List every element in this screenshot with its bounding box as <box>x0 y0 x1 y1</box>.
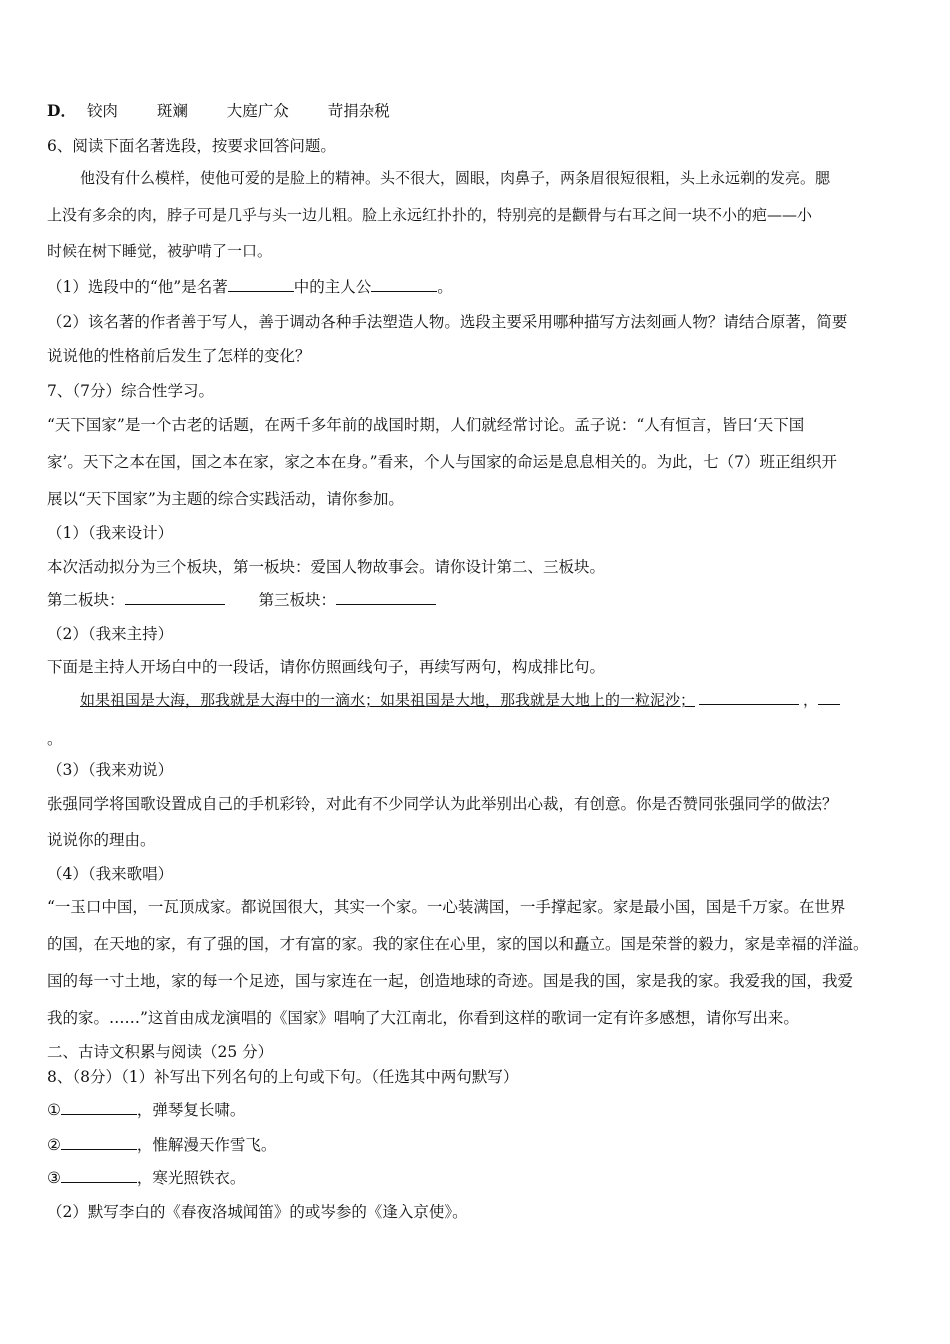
option-d-label: D． <box>47 101 76 120</box>
block2-label: 第二板块： <box>47 591 125 609</box>
q7-part4-line: 国的每一寸土地，家的每一个足迹，国与家连在一起，创造地球的奇迹。国是我的国，家是我的家。我爱我的国，我爱 <box>47 972 854 990</box>
parallel-blank-2[interactable] <box>818 690 840 705</box>
q6-passage-line: 时候在树下睡觉，被驴啃了一口。 <box>47 242 273 260</box>
q8-item-num: ① <box>47 1101 61 1119</box>
option-d-item: 斑斓 <box>156 102 188 120</box>
q6-heading: 6、阅读下面名著选段，按要求回答问题。 <box>47 137 336 155</box>
q7-heading: 7、（7分）综合性学习。 <box>47 382 214 400</box>
block3-blank[interactable] <box>336 590 436 605</box>
q7-part2-text: 下面是主持人开场白中的一段话，请你仿照画线句子，再续写两句，构成排比句。 <box>47 658 606 676</box>
q7-intro-line: 展以“天下国家”为主题的综合实践活动，请你参加。 <box>47 490 404 508</box>
q7-part3-title: （3）（我来劝说） <box>47 761 174 779</box>
comma: ， <box>803 691 819 709</box>
q6-sub2-line: 说说他的性格前后发生了怎样的变化？ <box>47 347 311 365</box>
q7-part1-title: （1）（我来设计） <box>47 524 174 542</box>
q7-part3-line: 说说你的理由。 <box>47 831 156 849</box>
q8-item-text: ，惟解漫天作雪飞。 <box>136 1136 277 1154</box>
q8-item-text: ，寒光照铁衣。 <box>136 1169 246 1187</box>
q7-part1-blocks <box>47 590 436 610</box>
q7-part4-title: （4）（我来歌唱） <box>47 865 174 883</box>
q6-book-blank[interactable] <box>228 277 294 292</box>
q6-sub1-text-c: 。 <box>437 278 453 296</box>
q8-item-num: ③ <box>47 1169 61 1187</box>
q8-item-blank[interactable] <box>61 1135 137 1150</box>
q7-part3-line: 张强同学将国歌设置成自己的手机彩铃，对此有不少同学认为此举别出心裁，有创意。你是否赞同张强同学的做法？ <box>47 795 838 813</box>
q7-part4-line: 的国，在天地的家，有了强的国，才有富的家。我的家住在心里，家的国以和矗立。国是荣誉的毅力，家是幸福的洋溢。 <box>47 935 869 953</box>
block2-blank[interactable] <box>125 590 225 605</box>
parallel-blank-1[interactable] <box>699 690 799 705</box>
q8-item-blank[interactable] <box>61 1100 137 1115</box>
q8-sub2: （2）默写李白的《春夜洛城闻笛》的或岑参的《逢入京使》。 <box>47 1203 468 1221</box>
q6-passage-line: 上没有多余的肉，脖子可是几乎与头一边儿粗。脸上永远红扑扑的，特别亮的是颧骨与右耳之间一块不小的疤——小 <box>47 206 813 224</box>
q8-item-blank[interactable] <box>61 1168 137 1183</box>
q8-item <box>47 1168 245 1188</box>
option-d-item: 苛捐杂税 <box>327 102 390 120</box>
q6-sub1-text-a: （1）选段中的“他”是名著 <box>47 278 228 296</box>
q6-sub1 <box>47 277 453 297</box>
q7-part4-line: 我的家。……”这首由成龙演唱的《国家》唱响了大江南北，你看到这样的歌词一定有许多感想，请你写出来。 <box>47 1009 799 1027</box>
option-d-line <box>47 101 424 121</box>
q8-heading: 8、（8分）（1）补写出下列名句的上句或下句。（任选其中两句默写） <box>47 1068 519 1086</box>
section2-heading: 二、古诗文积累与阅读（25 分） <box>47 1043 274 1061</box>
q6-passage-line: 他没有什么模样，使他可爱的是脸上的精神。头不很大，圆眼，肉鼻子，两条眉很短很粗，头上永远剃的发亮。腮 <box>80 169 831 187</box>
option-d-item: 铰肉 <box>86 102 118 120</box>
q6-sub1-text-b: 中的主人公 <box>293 278 372 296</box>
q7-part1-text: 本次活动拟分为三个板块，第一板块：爱国人物故事会。请你设计第二、三板块。 <box>47 558 606 576</box>
q6-protagonist-blank[interactable] <box>371 277 437 292</box>
q8-item <box>47 1135 276 1155</box>
option-d-item: 大庭广众 <box>226 102 289 120</box>
q7-part2-sentence <box>80 690 840 710</box>
q7-intro-line: 家’。天下之本在国，国之本在家，家之本在身。”看来，个人与国家的命运是息息相关的。为此，七（7）班正组织开 <box>47 453 837 471</box>
block3-label: 第三板块： <box>258 591 337 609</box>
q7-part4-line: “一玉口中国，一瓦顶成家。都说国很大，其实一个家。一心装满国，一手撑起家。家是最小国，国是千万家。在世界 <box>47 898 846 916</box>
q7-part2-title: （2）（我来主持） <box>47 625 174 643</box>
q7-intro-line: “天下国家”是一个古老的话题，在两千多年前的战国时期，人们就经常讨论。孟子说：“人有恒言，皆曰‘天下国 <box>47 416 805 434</box>
q8-item <box>47 1100 245 1120</box>
q8-item-text: ，弹琴复长啸。 <box>136 1101 246 1119</box>
q6-sub2-line: （2）该名著的作者善于写人，善于调动各种手法塑造人物。选段主要采用哪种描写方法刻画人物？请结合原著，简要 <box>47 313 848 331</box>
q8-item-num: ② <box>47 1136 61 1154</box>
q7-part2-end: 。 <box>47 730 63 748</box>
underlined-sentence: 如果祖国是大海，那我就是大海中的一滴水；如果祖国是大地，那我就是大地上的一粒泥沙； <box>80 691 696 709</box>
